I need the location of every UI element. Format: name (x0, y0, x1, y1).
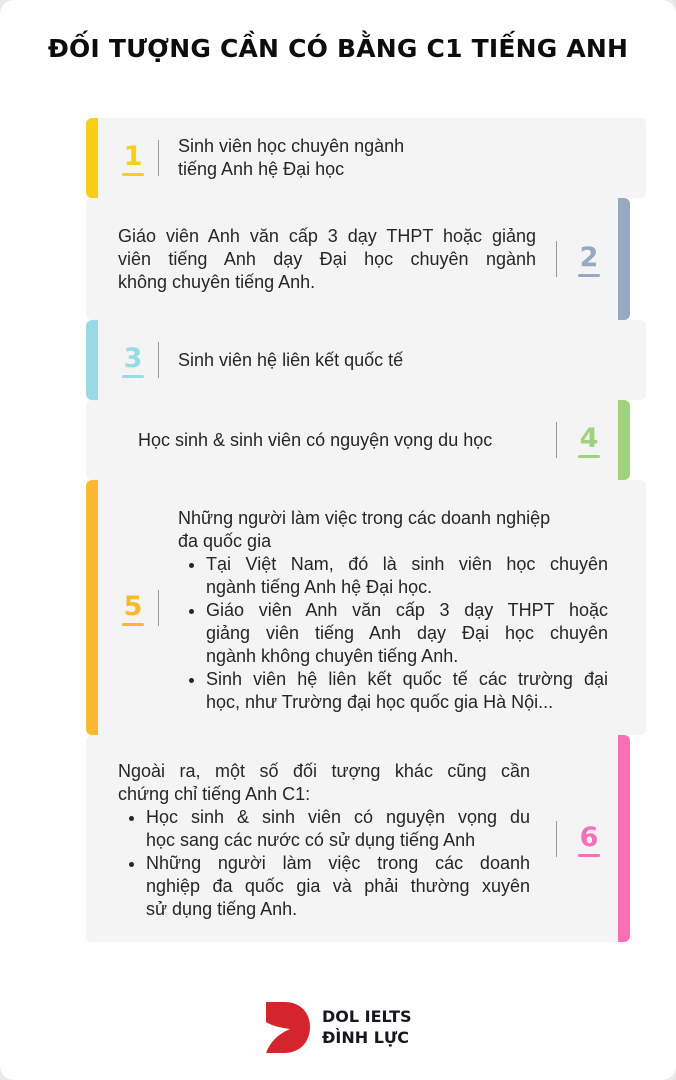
item-divider-4 (556, 422, 557, 458)
item-card-3 (86, 320, 646, 400)
item-text-4: Học sinh & sinh viên có nguyện vọng du học (138, 430, 493, 450)
item-6-bullet-list (118, 806, 530, 921)
list-item: • Sinh viên hệ liên kết quốc tế các trường đại học, như Trường đại học quốc gia Hà Nội... (206, 668, 608, 714)
item-number-4: 4 (574, 423, 604, 454)
list-item: • Tại Việt Nam, đó là sinh viên học chuyên ngành tiếng Anh hệ Đại học. (206, 553, 608, 599)
item-divider-2 (556, 241, 557, 277)
list-item: • Những người làm việc trong các doanh nghiệp đa quốc gia và phải thường xuyên sử dụng tiếng Anh. (146, 852, 530, 921)
item-number-2: 2 (574, 242, 604, 273)
dol-logo (262, 998, 412, 1056)
item-number-3: 3 (118, 343, 148, 374)
list-item: • Học sinh & sinh viên có nguyện vọng du học sang các nước có sử dụng tiếng Anh (146, 806, 530, 852)
item-number-5: 5 (118, 591, 148, 622)
page-title: ĐỐI TƯỢNG CẦN CÓ BẰNG C1 TIẾNG ANH (47, 34, 629, 63)
item-number-1: 1 (118, 141, 148, 172)
item-text-5: Những người làm việc trong các doanh nghiệp đa quốc gia • Tại Việt Nam, đó là sinh viên học chuyên ngành tiếng Anh hệ Đại học. • Giáo viên Anh văn cấp 3 dạy THPT hoặc giảng viên tiếng Anh dạy Đại học chuyên ngành không chuyên tiếng Anh. • Sinh viên hệ liên kết quốc tế các trường đại học, như Trường đại học quốc gia Hà Nội... (178, 507, 608, 714)
item-text-2: Giáo viên Anh văn cấp 3 dạy THPT hoặc giảng viên tiếng Anh dạy Đại học chuyên ngành không chuyên tiếng Anh. (118, 226, 536, 292)
item-card-5 (86, 480, 646, 735)
item-card-1 (86, 118, 646, 198)
item-text-3: Sinh viên hệ liên kết quốc tế (178, 350, 404, 370)
item-text-1: Sinh viên học chuyên ngành tiếng Anh hệ Đại học (178, 136, 405, 179)
item-card-6 (86, 735, 630, 942)
dol-logo-icon (262, 998, 312, 1056)
item-divider-6 (556, 821, 557, 857)
item-text-6: Ngoài ra, một số đối tượng khác cũng cần chứng chỉ tiếng Anh C1: • Học sinh & sinh viên có nguyện vọng du học sang các nước có sử dụng tiếng Anh • Những người làm việc trong các doanh nghiệp đa quốc gia và phải thường xuyên sử dụng tiếng Anh. (118, 760, 530, 921)
item-divider-1 (158, 140, 159, 176)
dol-logo-text: DOL IELTS ĐÌNH LỰC (322, 1007, 412, 1047)
item-number-6: 6 (574, 822, 604, 853)
item-card-2 (86, 198, 630, 320)
item-5-bullet-list (178, 553, 608, 714)
item-divider-3 (158, 342, 159, 378)
list-item: • Giáo viên Anh văn cấp 3 dạy THPT hoặc giảng viên tiếng Anh dạy Đại học chuyên ngành không chuyên tiếng Anh. (206, 599, 608, 668)
item-divider-5 (158, 590, 159, 626)
item-card-4 (86, 400, 630, 480)
